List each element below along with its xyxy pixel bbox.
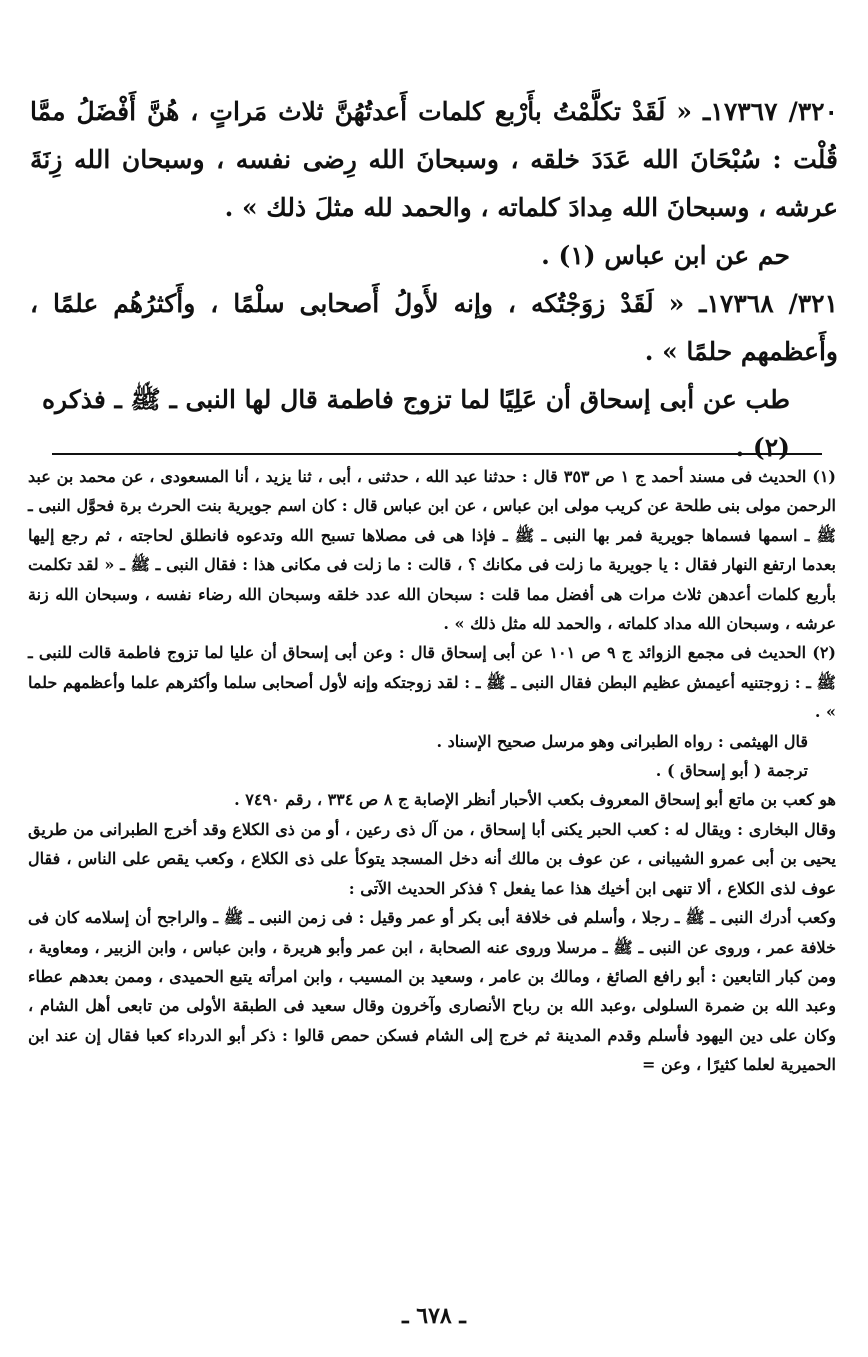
footnote-bio-1: هو كعب بن ماتع أبو إسحاق المعروف بكعب الأحبار أنظر الإصابة ج ٨ ص ٣٣٤ ، رقم ٧٤٩٠ . (234, 790, 836, 810)
footnote-divider (52, 453, 822, 455)
footnote-tarjama: ترجمة ( أبو إسحاق ) . (655, 761, 808, 781)
footnotes (28, 462, 836, 1080)
main-text (30, 88, 838, 472)
hadith-321: ٣٢١/ ١٧٣٦٨ـ « لَقَدْ زوَجْتُكه ، وإنه لأَولُ أَصحابى سلْمًا ، وأَكثرُهُم علمًا ، وأَعظمهم حلمًا » . (30, 289, 838, 366)
footnote-bio-2: وقال البخارى : ويقال له : كعب الحبر يكنى أبا إسحاق ، من آل ذى رعين ، أو من ذى الكلاع وقد أخرج الطبرانى من طريق يحيى بن أبى عمرو الشيبانى ، عن عوف بن مالك أنه دخل المسجد يتوكأ على ذى الكلاع ، وكعب يقص على الناس ، فقال عوف لذى الكلاع ، ألا تنهى ابن أخيك هذا عما يفعل ؟ فذكر الحديث الآتى : (28, 819, 836, 898)
footnote-1: (١) الحديث فى مسند أحمد ج ١ ص ٣٥٣ قال : حدثنا عبد الله ، حدثنى ، أبى ، ثنا يزيد ، أنا المسعودى ، عن محمد بن عبد الرحمن مولى بنى طلحة عن كريب مولى ابن عباس ، عن ابن عباس قال : كان اسم جويرية بنت الحرث برة فحوَّل النبى ـ ﷺ ـ اسمها فسماها جويرية فمر بها النبى ـ ﷺ ـ فإذا هى فى مصلاها تسبح الله وتدعوه فانطلق لحاجته ، ثم رجع إليها بعدما ارتفع النهار فقال : يا جويرية ما زلت فى مكانك ؟ ، قالت : ما زلت فى مكانى هذا : فقال النبى ـ ﷺ ـ « لقد تكلمت بأربع كلمات أعدهن ثلاث مرات هى أفضل مما قلت : سبحان الله عدد خلقه وسبحان الله رضاء نفسه ، وسبحان الله زنة عرشه ، وسبحان الله مداد كلماته ، والحمد لله مثل ذلك » . (28, 467, 837, 634)
page-number: ـ ٦٧٨ ـ (402, 1303, 466, 1329)
footnote-haythami: قال الهيثمى : رواه الطبرانى وهو مرسل صحيح الإسناد . (436, 731, 808, 751)
source-321: طب عن أبى إسحاق أن عَلِيًا لما تزوج فاطمة قال لها النبى ـ ﷺ ـ فذكره (٢) . (41, 385, 790, 462)
footnote-2: (٢) الحديث فى مجمع الزوائد ج ٩ ص ١٠١ عن أبى إسحاق قال : وعن أبى إسحاق أن عليا لما تزوج فاطمة قالت للنبى ـ ﷺ ـ : زوجتنيه أعيمش عظيم البطن فقال النبى ـ ﷺ ـ : لقد زوجتكه وإنه لأول أصحابى سلما وأكثرهم علما وأعظمهم حلما » . (28, 643, 836, 722)
hadith-320: ٣٢٠/ ١٧٣٦٧ـ « لَقَدْ تكلَّمْتُ بأَرْبع كلمات أَعدتُهُنَّ ثلاث مَراتٍ ، هُنَّ أَفْضَلُ ممَّا قُلْت : سُبْحَانَ الله عَدَدَ خلقه ، وسبحانَ الله رِضى نفسه ، وسبحان الله زِنَةَ عرشه ، وسبحانَ الله مِدادَ كلماته ، والحمد لله مثلَ ذلك » . (30, 97, 838, 222)
source-320: حم عن ابن عباس (١) . (541, 241, 790, 270)
footnote-bio-3: وكعب أدرك النبى ـ ﷺ ـ رجلا ، وأسلم فى خلافة أبى بكر أو عمر وقيل : فى زمن النبى ـ ﷺ ـ والراجح أن إسلامه كان فى خلافة عمر ، وروى عن النبى ـ ﷺ ـ مرسلا وروى عنه الصحابة ، ابن عمر وأبو هريرة ، وابن عباس ، وابن الزبير ، ومعاوية ، ومن كبار التابعين : أبو رافع الصائغ ، ومالك بن عامر ، وسعيد بن المسيب ، وابن امرأته يتبع الحميدى ، وممن بعدهم عطاء وعبد الله بن ضمرة السلولى ،وعبد الله بن رباح الأنصارى وآخرون وقال سعيد فى الطبقة الأولى من تابعى أهل الشام ، وكان على دين اليهود فأسلم وقدم المدينة ثم خرج إلى الشام فسكن حمص قالوا : ذكر أبو الدرداء كعبا فقال إن عند ابن الحميرية لعلما كثيرًا ، وعن = (28, 908, 837, 1075)
